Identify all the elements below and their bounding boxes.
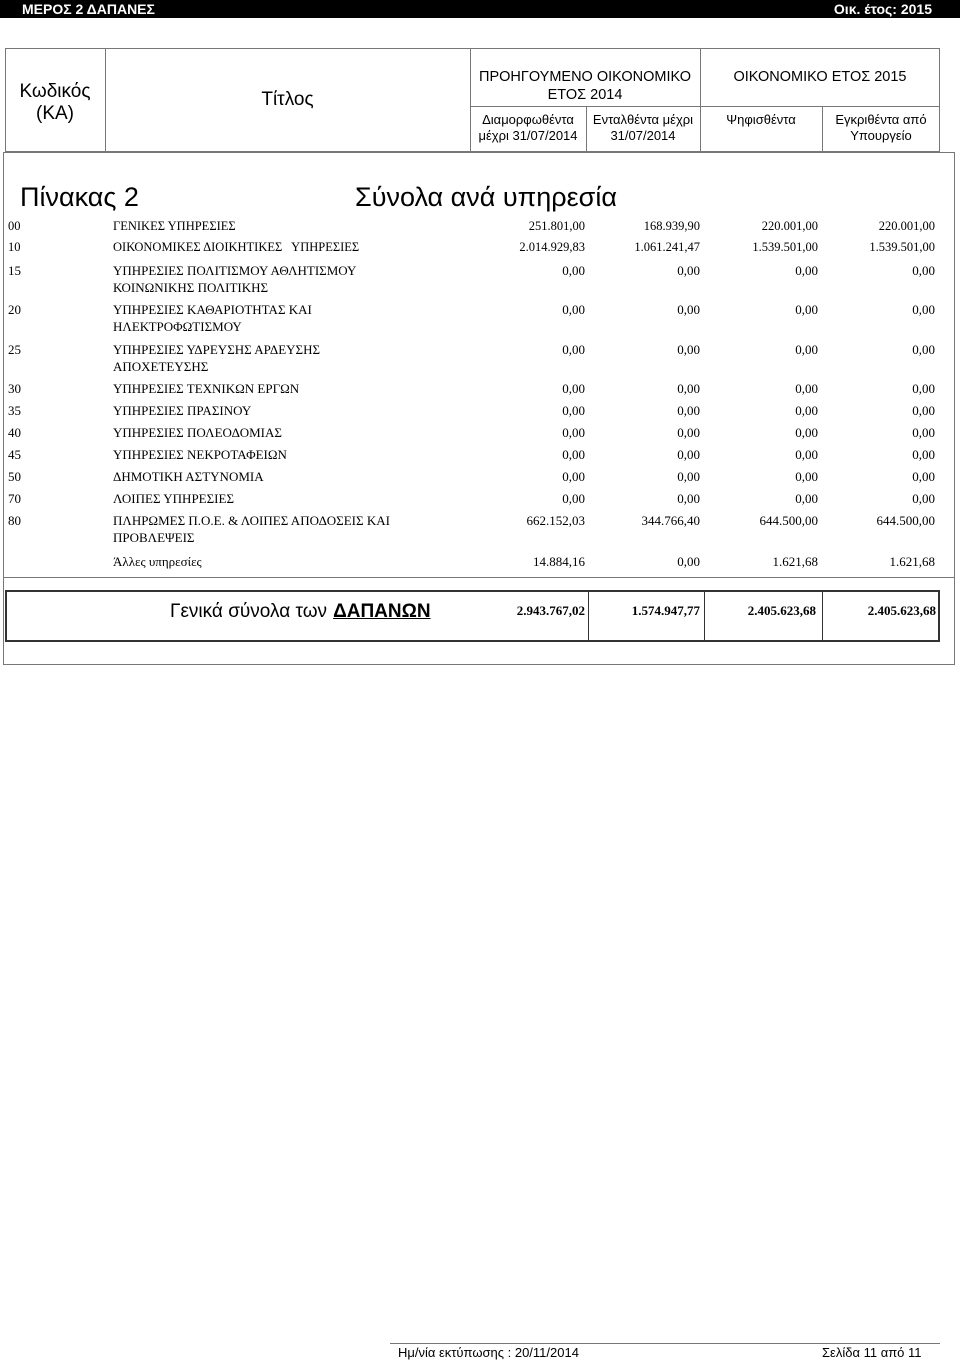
total-prev-paid: 1.574.947,77 (631, 603, 700, 618)
value-approved: 0,00 (912, 425, 935, 440)
totals-divider (822, 590, 823, 642)
value-prev-formed: 0,00 (562, 381, 585, 396)
row-title-continued: ΑΠΟΧΕΤΕΥΣΗΣ (113, 359, 209, 374)
row-title: ΥΠΗΡΕΣΙΕΣ ΠΟΛΕΟΔΟΜΙΑΣ (113, 425, 282, 440)
value-prev-paid: 0,00 (677, 263, 700, 278)
row-title: ΥΠΗΡΕΣΙΕΣ ΥΔΡΕΥΣΗΣ ΑΡΔΕΥΣΗΣ (113, 342, 321, 357)
value-prev-paid: 0,00 (677, 554, 700, 569)
row-code: 80 (8, 513, 21, 528)
table-row (0, 218, 960, 235)
total-voted: 2.405.623,68 (747, 603, 816, 618)
value-approved: 0,00 (912, 403, 935, 418)
value-prev-formed: 662.152,03 (526, 513, 585, 528)
value-prev-formed: 0,00 (562, 491, 585, 506)
row-code: 10 (8, 240, 21, 254)
fiscal-year: Οικ. έτος: 2015 (833, 1, 932, 17)
value-prev-paid: 0,00 (677, 381, 700, 396)
value-voted: 0,00 (795, 491, 818, 506)
value-voted: 0,00 (795, 381, 818, 396)
table-row (0, 468, 960, 485)
row-title: ΔΗΜΟΤΙΚΗ ΑΣΤΥΝΟΜΙΑ (113, 469, 264, 484)
row-code: 25 (8, 342, 21, 357)
table-row (0, 380, 960, 397)
row-title: ΥΠΗΡΕΣΙΕΣ ΠΟΛΙΤΙΣΜΟΥ ΑΘΛΗΤΙΣΜΟΥ (113, 263, 357, 278)
header-title-text: Τίτλος (261, 89, 314, 110)
row-code: 15 (8, 263, 21, 278)
value-voted: 0,00 (795, 469, 818, 484)
value-approved: 0,00 (912, 302, 935, 317)
value-approved: 0,00 (912, 263, 935, 278)
value-voted: 0,00 (795, 342, 818, 357)
table-row (0, 512, 960, 545)
row-title: ΥΠΗΡΕΣΙΕΣ ΝΕΚΡΟΤΑΦΕΙΩΝ (113, 447, 287, 462)
header-previous-year-line: ΠΡΟΗΓΟΥΜΕΝΟ ΟΙΚΟΝΟΜΙΚΟ (478, 69, 692, 85)
totals-label-text: Γενικά σύνολα των (170, 601, 328, 622)
row-code: 45 (8, 447, 21, 462)
value-voted: 220.001,00 (761, 219, 818, 233)
value-prev-paid: 344.766,40 (641, 513, 700, 528)
row-title: ΥΠΗΡΕΣΙΕΣ ΠΡΑΣΙΝΟΥ (113, 403, 252, 418)
header-divider (470, 106, 940, 107)
header-cur-voted-text: Ψηφισθέντα (726, 112, 796, 127)
header-current-year-text: ΟΙΚΟΝΟΜΙΚΟ ΕΤΟΣ 2015 (733, 69, 907, 85)
header-divider (700, 48, 701, 152)
value-voted: 0,00 (795, 403, 818, 418)
totals-divider (588, 590, 589, 642)
header-cur-approved (822, 112, 940, 144)
row-title-continued: ΚΟΙΝΩΝΙΚΗΣ ΠΟΛΙΤΙΚΗΣ (113, 280, 269, 295)
header-code-line: (ΚΑ) (36, 103, 74, 124)
value-voted: 0,00 (795, 263, 818, 278)
header-previous-year (470, 68, 700, 104)
header-current-year (700, 68, 940, 86)
table-row (0, 490, 960, 507)
table-row (0, 301, 960, 334)
table-row (0, 446, 960, 463)
header-prev-paid-line: 31/07/2014 (610, 128, 676, 143)
row-title: ΟΙΚΟΝΟΜΙΚΕΣ ΔΙΟΙΚΗΤΙΚΕΣ ΥΠΗΡΕΣΙΕΣ (113, 240, 360, 254)
value-prev-paid: 0,00 (677, 403, 700, 418)
value-voted: 0,00 (795, 447, 818, 462)
header-previous-year-line: ΕΤΟΣ 2014 (547, 87, 623, 103)
value-prev-formed: 0,00 (562, 469, 585, 484)
value-prev-formed: 0,00 (562, 263, 585, 278)
value-approved: 644.500,00 (876, 513, 935, 528)
row-title: Άλλες υπηρεσίες (113, 554, 202, 569)
value-approved: 0,00 (912, 491, 935, 506)
value-approved: 0,00 (912, 447, 935, 462)
section-title: ΜΕΡΟΣ 2 ΔΑΠΑΝΕΣ (22, 1, 155, 17)
row-title: ΠΛΗΡΩΜΕΣ Π.Ο.Ε. & ΛΟΙΠΕΣ ΑΠΟΔΟΣΕΙΣ ΚΑΙ (113, 513, 390, 528)
row-title: ΓΕΝΙΚΕΣ ΥΠΗΡΕΣΙΕΣ (113, 219, 236, 233)
table-row (0, 341, 960, 374)
header-title (105, 89, 470, 111)
row-title: ΛΟΙΠΕΣ ΥΠΗΡΕΣΙΕΣ (113, 491, 235, 506)
header-cur-voted (700, 112, 822, 128)
row-code: 40 (8, 425, 21, 440)
value-prev-formed: 2.014.929,83 (519, 240, 585, 254)
table-row (0, 402, 960, 419)
top-bar (0, 0, 960, 18)
value-voted: 1.539.501,00 (752, 240, 818, 254)
other-services-row (0, 553, 960, 570)
row-code: 70 (8, 491, 21, 506)
page-number: Σελίδα 11 από 11 (822, 1345, 922, 1360)
row-title-continued: ΠΡΟΒΛΕΨΕΙΣ (113, 530, 195, 545)
value-prev-paid: 168.939,90 (643, 219, 700, 233)
totals-divider (704, 590, 705, 642)
header-cur-approved-line: Υπουργείο (850, 128, 912, 143)
value-prev-paid: 0,00 (677, 342, 700, 357)
value-prev-formed: 0,00 (562, 447, 585, 462)
value-prev-paid: 0,00 (677, 491, 700, 506)
row-code: 50 (8, 469, 21, 484)
value-prev-formed: 251.801,00 (528, 219, 585, 233)
table-row (0, 262, 960, 295)
header-prev-paid (586, 112, 700, 144)
value-prev-formed: 0,00 (562, 342, 585, 357)
header-code (5, 81, 105, 125)
print-date: Ημ/νία εκτύπωσης : 20/11/2014 (398, 1345, 579, 1360)
total-prev-formed: 2.943.767,02 (516, 603, 585, 618)
value-approved: 1.621,68 (889, 554, 935, 569)
value-voted: 0,00 (795, 302, 818, 317)
row-title: ΥΠΗΡΕΣΙΕΣ ΤΕΧΝΙΚΩΝ ΕΡΓΩΝ (113, 381, 300, 396)
value-approved: 1.539.501,00 (869, 240, 935, 254)
header-prev-formed (470, 112, 586, 144)
totals-label (170, 600, 431, 624)
total-approved: 2.405.623,68 (867, 603, 936, 618)
header-prev-paid-line: Ενταλθέντα μέχρι (592, 112, 694, 127)
value-voted: 0,00 (795, 425, 818, 440)
table-label: Πίνακας 2 (20, 182, 139, 212)
row-code: 30 (8, 381, 21, 396)
value-prev-formed: 0,00 (562, 403, 585, 418)
value-voted: 1.621,68 (772, 554, 818, 569)
value-approved: 0,00 (912, 342, 935, 357)
header-prev-formed-line: μέχρι 31/07/2014 (478, 128, 578, 143)
row-code: 35 (8, 403, 21, 418)
value-approved: 0,00 (912, 381, 935, 396)
table-row (0, 239, 960, 256)
table-separator (3, 577, 955, 578)
value-prev-paid: 1.061.241,47 (634, 240, 700, 254)
header-code-line: Κωδικός (19, 81, 91, 102)
value-approved: 220.001,00 (878, 219, 935, 233)
header-prev-formed-line: Διαμορφωθέντα (482, 112, 574, 127)
totals-label-emphasis: ΔΑΠΑΝΩΝ (333, 601, 431, 622)
value-prev-formed: 14.884,16 (533, 554, 585, 569)
value-prev-paid: 0,00 (677, 469, 700, 484)
row-code: 20 (8, 302, 21, 317)
row-title: ΥΠΗΡΕΣΙΕΣ ΚΑΘΑΡΙΟΤΗΤΑΣ ΚΑΙ (113, 302, 312, 317)
row-code: 00 (8, 219, 21, 233)
value-prev-paid: 0,00 (677, 302, 700, 317)
footer-rule (390, 1343, 940, 1344)
value-voted: 644.500,00 (759, 513, 818, 528)
value-prev-formed: 0,00 (562, 302, 585, 317)
value-approved: 0,00 (912, 469, 935, 484)
header-cur-approved-line: Εγκριθέντα από (835, 112, 927, 127)
table-title: Σύνολα ανά υπηρεσία (355, 182, 617, 212)
value-prev-paid: 0,00 (677, 447, 700, 462)
row-title-continued: ΗΛΕΚΤΡΟΦΩΤΙΣΜΟΥ (113, 319, 242, 334)
value-prev-formed: 0,00 (562, 425, 585, 440)
value-prev-paid: 0,00 (677, 425, 700, 440)
table-row (0, 424, 960, 441)
